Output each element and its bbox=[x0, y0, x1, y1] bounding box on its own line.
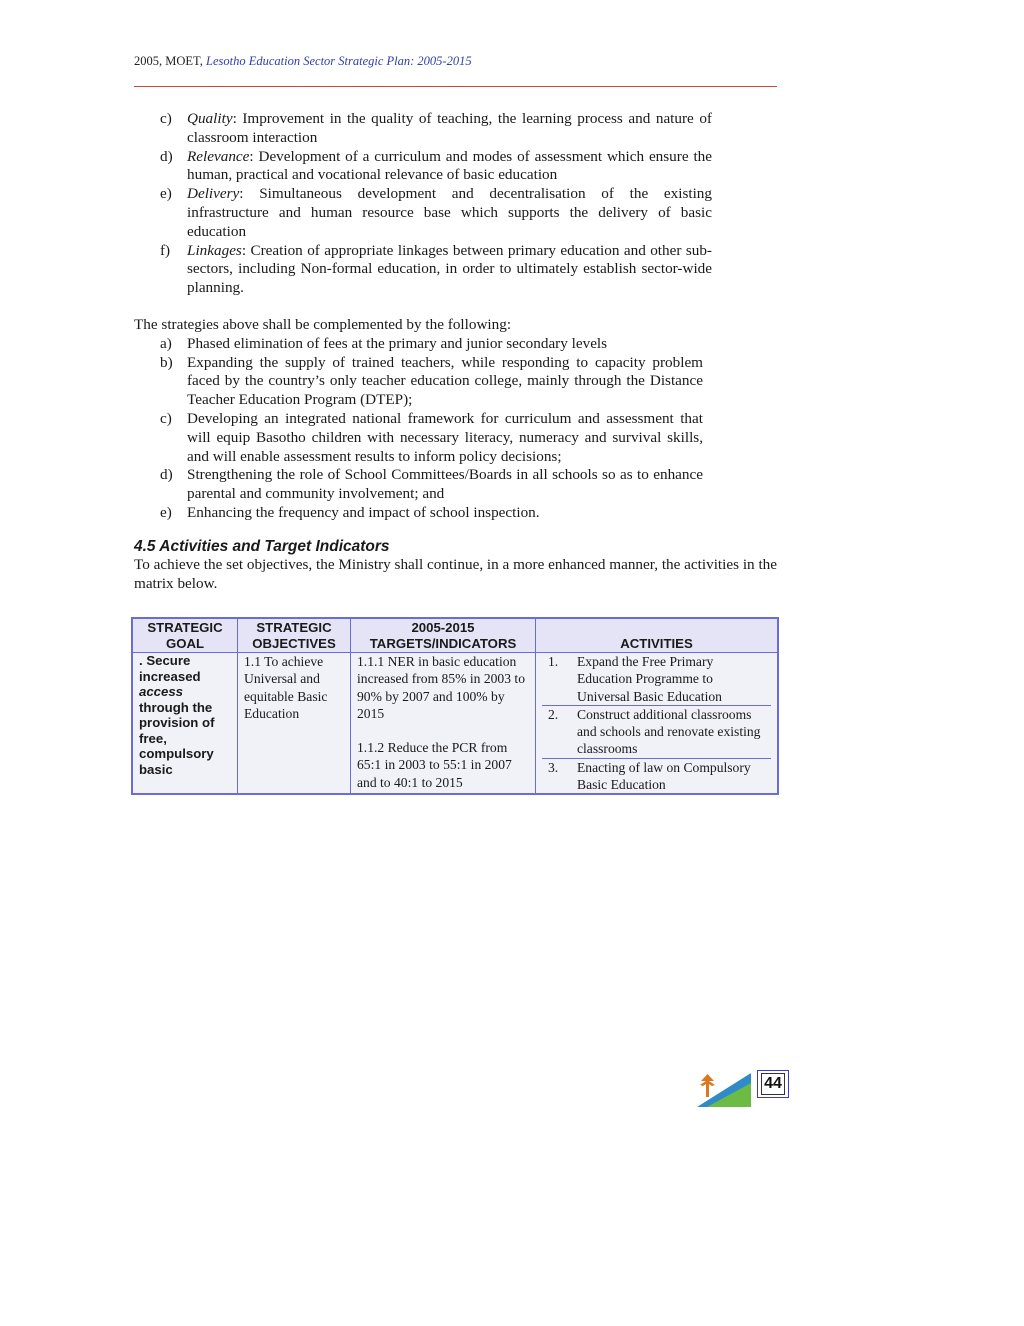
list-marker: a) bbox=[160, 334, 172, 352]
list-item bbox=[134, 110, 712, 148]
header-prefix: 2005, MOET, bbox=[134, 54, 203, 68]
strategies-list bbox=[134, 335, 777, 523]
list-marker: b) bbox=[160, 353, 173, 371]
page-number: 44 bbox=[757, 1070, 789, 1098]
activities-cell bbox=[536, 653, 777, 793]
column-header-objectives: STRATEGIC OBJECTIVES bbox=[238, 619, 351, 653]
strategies-intro: The strategies above shall be complemented by the following: bbox=[134, 315, 512, 333]
list-marker: f) bbox=[160, 241, 171, 259]
target-indicator: 1.1.2 Reduce the PCR from 65:1 in 2003 to 55:1 in 2007 and to 40:1 to 2015 bbox=[357, 740, 512, 790]
goal-cell: . Secure increased access through the provision of free, compulsory basic bbox=[133, 653, 238, 793]
header-rule bbox=[134, 86, 777, 87]
principle-text: : Simultaneous development and decentralisation of the existing infrastructure and human resource base which supports the delivery of basic education bbox=[187, 185, 712, 240]
header-document-title: Lesotho Education Sector Strategic Plan: 2005-2015 bbox=[206, 54, 472, 68]
list-item-text: Strengthening the role of School Committees/Boards in all schools so as to enhance parental and community involvement; and bbox=[187, 466, 703, 503]
list-item bbox=[134, 504, 703, 523]
list-item bbox=[134, 242, 712, 298]
activity-item: 2. Construct additional classrooms and schools and renovate existing classrooms bbox=[542, 705, 771, 758]
section-heading: 4.5 Activities and Target Indicators bbox=[134, 537, 390, 555]
list-marker: e) bbox=[160, 185, 172, 203]
list-item bbox=[134, 354, 703, 410]
list-item-text: Phased elimination of fees at the primary and junior secondary levels bbox=[187, 334, 608, 352]
principle-keyword: Delivery bbox=[187, 185, 240, 203]
column-header-targets: 2005-2015 TARGETS/INDICATORS bbox=[351, 619, 536, 653]
target-indicator: 1.1.1 NER in basic education increased from 85% in 2003 to 90% by 2007 and 100% by 2015 bbox=[357, 654, 525, 721]
list-item-text: Enhancing the frequency and impact of school inspection. bbox=[187, 503, 540, 521]
list-item bbox=[134, 410, 703, 466]
list-item bbox=[134, 148, 712, 186]
principle-text: : Improvement in the quality of teaching, the learning process and nature of classroom interaction bbox=[187, 110, 712, 146]
list-marker: d) bbox=[160, 147, 173, 165]
table-row bbox=[133, 653, 777, 793]
list-marker: e) bbox=[160, 503, 172, 521]
activity-item: 3. Enacting of law on Compulsory Basic Education bbox=[542, 758, 771, 794]
table-header-row bbox=[133, 619, 777, 653]
activities-matrix-table bbox=[131, 617, 779, 795]
running-header bbox=[134, 54, 472, 69]
section-body: To achieve the set objectives, the Ministry shall continue, in a more enhanced manner, the activities in the matrix below. bbox=[134, 555, 777, 592]
column-header-activities: ACTIVITIES bbox=[536, 619, 777, 653]
activity-item: 1. Expand the Free Primary Education Programme to Universal Basic Education bbox=[548, 654, 722, 704]
list-item-text: Expanding the supply of trained teachers, while responding to capacity problem faced by the country’s only teacher education college, mainly through the Distance Teacher Education Program (DTEP); bbox=[187, 353, 703, 409]
main-content bbox=[134, 110, 777, 593]
list-item bbox=[134, 466, 703, 504]
principle-text: : Creation of appropriate linkages between primary education and other sub-sectors, including Non-formal education, in order to ultimately establish sector-wide planning. bbox=[187, 241, 712, 297]
list-marker: d) bbox=[160, 466, 173, 484]
list-marker: c) bbox=[160, 409, 172, 427]
list-marker: c) bbox=[160, 110, 172, 127]
list-item-text: Developing an integrated national framework for curriculum and assessment that will equip Basotho children with necessary literacy, numeracy and survival skills, and will enable assessment results to inform policy decisions; bbox=[187, 409, 703, 465]
principles-list bbox=[134, 110, 777, 298]
targets-cell bbox=[351, 653, 536, 793]
principle-keyword: Linkages bbox=[187, 241, 242, 259]
list-item bbox=[134, 185, 712, 241]
ministry-logo-icon bbox=[697, 1071, 753, 1107]
column-header-goal: STRATEGIC GOAL bbox=[133, 619, 238, 653]
list-item bbox=[134, 335, 703, 354]
principle-keyword: Quality bbox=[187, 110, 233, 127]
objective-cell: 1.1 To achieve Universal and equitable Basic Education bbox=[238, 653, 351, 793]
principle-text: : Development of a curriculum and modes of assessment which ensure the human, practical and vocational relevance of basic education bbox=[187, 147, 712, 184]
principle-keyword: Relevance bbox=[187, 147, 250, 165]
